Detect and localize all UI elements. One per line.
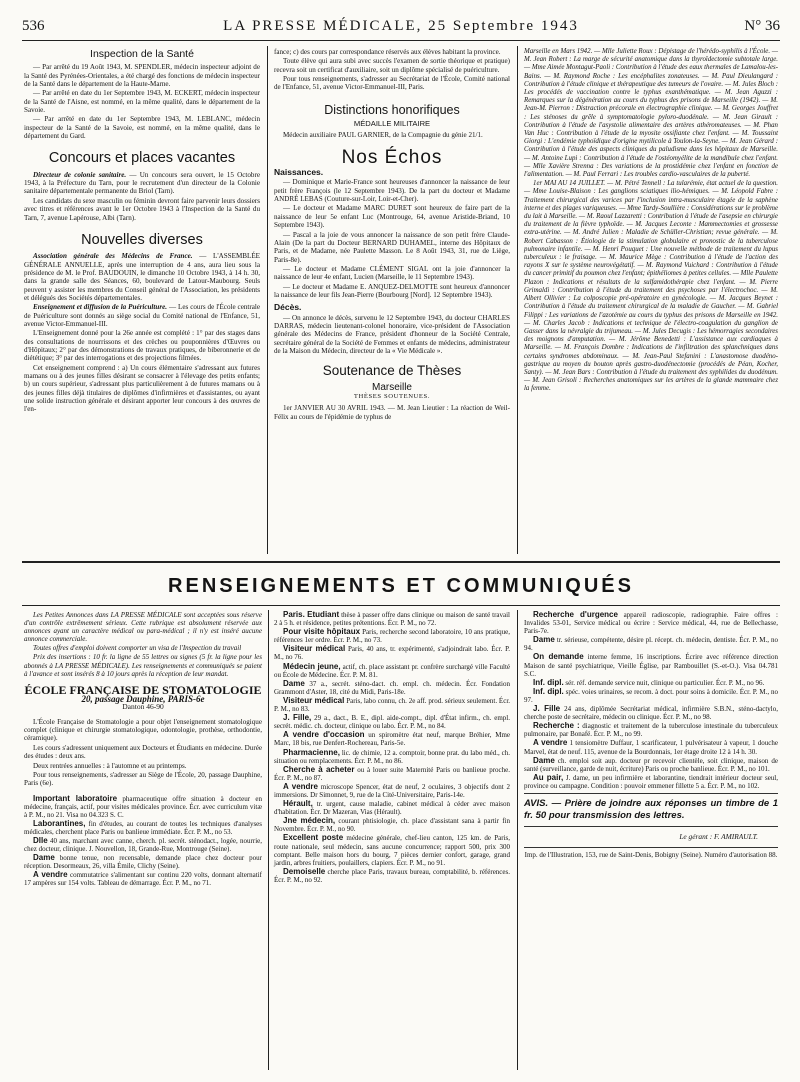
column-divider (267, 46, 268, 554)
ad-keyword: A vendre (283, 781, 318, 791)
ad-keyword: Demoiselle (283, 866, 326, 876)
assoc-lead: Association générale des Médecins de France. (33, 252, 193, 261)
section-title-soutenance: Soutenance de Thèses (322, 363, 462, 379)
communiques-banner: RENSEIGNEMENTS ET COMMUNIQUÉS (168, 575, 634, 597)
inspection-para: — Par arrêté en date du 1er Septembre 1943, M. ECKERT, médecin inspecteur de la Santé de l'Aisne, est nommé, en la même qualité, dans le département de la Savoie. (24, 89, 260, 115)
inspection-para: — Par arrêté en date du 1er Septembre 1943, M. LEBLANC, médecin inspecteur de la Santé de la Savoie, est nommé, en la même qualité, dans le département du Gard. (24, 115, 260, 141)
ad-keyword: Jne médecin, (283, 816, 336, 826)
ad-text: J. dame, un peu infirmière et laborantine, tiendrait intérieur docteur seul, province ou campagne. Condition : pouvoir emmener fillette 5 a. Écr. P. M., no 102. (524, 773, 779, 790)
classified-ad (274, 697, 510, 713)
avis-notice: AVIS. — Prière de joindre aux réponses un timbre de 1 fr. 50 pour transmission des lettres. (524, 797, 778, 821)
thesis-list: Marseille en Mars 1942. — Mlle Juliette Roux : Dépistage de l'hérédo-syphilis à l'École. — M. Jean Robert : La marge de sécurité anatomique dans la thyroïdectomie subtotale large. — Mme Aimée Montagut-Paoli : Contribution à l'étude des eaux thermales de Lamalou-les-Bains. — M. Raymond Roche : Les encéphalites zonateuses. — M. Paul Dieulangard : Contribution à l'étude clinique et thérapeutique des tumeurs de l'ovaire. — M. Jules Bloch : Les procédés de vaccination contre le typhus exanthématique. — M. Jean Aguzzi : Remarques sur la dégénération au cours du typhus des prisons de Marseille (1942). — M. Jean-M. Pierron : Distraction précorale en électrographie clinique. — M. Georges Jouffret : Les sténoses du grêle à symptomatologie pyloro-duodénale. — M. Jean Girault : Contribution à l'étude de l'asystolie alimentaire des artères athéromateuses. — M. Phan Van Huc : Contribution à l'étude de la myosite ossifiante chez l'enfant. — M. Toussaint Giorgi : L'endémie typhoïdique d'origine mytilicole à Toulon-la-Seyne. — M. Jean Gérard : Contribution à l'étude des aspects cliniques du paludisme dans les hôpitaux de Marseille. — M. Antoine Lupi : Contribution à l'étude de l'ostéomyélite de la mandibule chez l'enfant. — Mlle Xavière Strenna : Des variations de la prostidémie chez l'enfant en fonction de l'alimentation. — M. Paul Ferrari : Les troubles cardio-vasculaires de la puberté. (524, 48, 778, 179)
ad-text: lic. de chimie, 12 a. comptoir, bonne prat. du labo méd., ch. situation ou remplacements. Écr. P. M., no 86. (274, 748, 511, 765)
classified-ad (274, 766, 510, 782)
imprint-rule (524, 847, 778, 848)
ad-keyword: On demande (533, 652, 584, 662)
pueri-para: L'Enseignement donné pour la 26e année est complété : 1° par des stages dans des consultations de nourrissons et des crèches ou pouponnières d'Œuvres ou d'Hôpitaux; 2° par des démonstrations de travaux pratiques, de biberonnerie et de diététique; 3° par des interrogations et des projections filmées. (24, 329, 260, 363)
ad-keyword: Pharmacienne, (283, 747, 340, 757)
classified-ad (524, 688, 778, 704)
pueri-cont: Pour tous renseignements, s'adresser au Secrétariat de l'École, Comité national de l'Enfance, 51, avenue Victor-Emmanuel-III, Paris. (274, 75, 510, 92)
ad-keyword: Dame (33, 853, 55, 863)
ad-text: Paris, 40 ans, tr. expérimenté, s'adjoindrait labo. Écr. P. M., no 76. (274, 645, 510, 662)
ad-keyword: Pour visite hôpitaux (283, 627, 361, 637)
ad-keyword: Dame (533, 755, 555, 765)
classified-ad (24, 837, 262, 853)
classified-ad (24, 795, 262, 819)
medaille-text: Médecin auxiliaire PAUL GARNIER, de la Compagnie du génie 21/1. (283, 131, 483, 140)
ad-text: diagnostic et traitement de la tuberculose intestinale du tuberculeux pulmonaire, par Bonafé. Écr. P. M., no 99. (524, 722, 779, 739)
naissance-para: — Pascal a la joie de vous annoncer la naissance de son petit frère Claude-Alain (De la part du Docteur BERNARD DUHAMEL, interne des Hôpitaux de Paris, et de Madame, née Paulette Masson. Le 8 Août 1943, 31, rue de Liège, Paris-8e). (274, 230, 510, 264)
ads-column-1 (24, 611, 262, 889)
medaille-heading: MÉDAILLE MILITAIRE (353, 119, 431, 129)
classified-ad (274, 834, 510, 866)
school-text: Deux rentrées annuelles : à l'automne et au printemps. (33, 761, 187, 770)
ads-intro: Toutes offres d'emploi doivent comporter un visa de l'Inspection du travail (33, 644, 242, 653)
classified-ad (274, 868, 510, 884)
pueri-cont: Toute élève qui aura subi avec succès l'examen de sortie théorique et pratique) recevra soit un certificat d'auxiliaire, soit un diplôme spécialisé de puériculture. (274, 57, 510, 74)
ads-column-2 (274, 611, 510, 885)
ad-text: spéc. voies urinaires, se recom. à doct. pour soins à domicile. Écr. P. M., no 97. (524, 687, 778, 704)
ad-keyword: Médecin jeune, (283, 661, 341, 671)
ad-keyword: A vendre (533, 738, 568, 748)
school-text: L'École Française de Stomatologie a pour objet l'enseignement stomatologique complet (clinique et chirurgie stomatologique, odontologie, prothèse, orthodontie, céramique). (24, 717, 262, 743)
page-header (22, 16, 780, 38)
classified-ad (274, 663, 510, 679)
ad-text: fin d'études, au courant de toutes les techniques d'analyses médicales, cherchent place Paris ou banlieue immédiate. Écr. P. M., no 53. (24, 819, 263, 836)
classified-ad (524, 679, 778, 687)
ad-text: thèse à passer offre dans clinique ou maison de santé travail 2 à 5 h. et résidence, petites prétentions. Écr. P. M., no 72. (274, 611, 511, 628)
ad-keyword: Paris. Etudiant (283, 610, 340, 619)
naissance-para: — Le docteur et Madame MARC DURET sont heureux de faire part de la naissance de leur 5e enfant Luc (Montrouge, 64, avenue Aristide-Briand, 10 Septembre 1943). (274, 204, 510, 230)
ad-text: bonne tenue, non recensable, demande place chez docteur pour réception. Desormeaux, 26, villa Émile, Clichy (Seine). (24, 854, 262, 871)
ads-intro: Les Petites Annonces dans LA PRESSE MÉDICALE sont acceptées sous réserve d'un contrôle extrêmement sérieux. Cette rubrique est absolument réservée aux annonces ayant un caractère médical ou para-médical ; il n'y est inséré aucune annonce commerciale. (24, 611, 262, 644)
column-2 (274, 48, 510, 422)
ad-text: courant phtisiologie, ch. place d'assistant sana à partir fin Novembre. Écr. P. M., no 90. (274, 817, 510, 834)
ad-keyword: Recherche : (533, 721, 580, 731)
ad-text: 24 ans, diplômée Secrétariat médical, infirmière S.B.N., sténo-dactylo, cherche poste de secrétaire, médecin ou clinique. Écr. P. M., no 98. (524, 705, 779, 722)
ad-text: tr. urgent, cause maladie, cabinet médical à céder avec maison d'habitation. Écr. Dr Mazeran, Vias (Hérault). (274, 800, 511, 817)
section-title-inspection: Inspection de la Santé (90, 48, 194, 60)
naissance-para: — Dominique et Marie-France sont heureuses d'annoncer la naissance de leur petit frère François (le 12 Septembre 1943). De la part du docteur et Madame ANDRÉ LEBAS (Couture-sur-Loir, Loir-et-Cher). (274, 178, 510, 204)
school-text: Les cours s'adressent uniquement aux Docteurs et Étudiants en médecine. Durée des études : deux ans. (24, 743, 262, 761)
ad-keyword: A vendre (33, 870, 68, 880)
column-divider (268, 610, 269, 1070)
ad-keyword: Inf. dipl. (533, 677, 564, 687)
ad-text: ou à louer suite Maternité Paris ou banlieue proche. Écr. P. M., no 87. (274, 765, 510, 782)
ad-keyword: Dame (533, 635, 555, 645)
ad-text: microscope Spencer, état de neuf, 2 oculaires, 3 objectifs dont 2 immersions. Dr Simonnet, 9, rue de la Cité-Universitaire, Paris-14e. (274, 782, 510, 799)
classified-ad (524, 653, 778, 677)
section-title-distinctions: Distinctions honorifiques (324, 102, 460, 117)
banner-rule (22, 605, 780, 606)
ads-intro: Prix des insertions : 10 fr. la ligne de 55 lettres ou signes (5 fr. la ligne pour les abonnés à LA PRESSE MÉDICALE). Les renseignements et communiqués se paient à l'avance et sont insérés 8 à 10 jours après la réception de leur mandat. (24, 653, 262, 678)
ad-keyword: A vendre d'occasion (283, 730, 365, 740)
column-divider (517, 46, 518, 554)
section-title-echos: Nos Échos (341, 146, 443, 168)
pueri-lead: Enseignement et diffusion de la Puériculture. (33, 303, 168, 312)
classified-ad (524, 739, 778, 755)
classified-ad (524, 636, 778, 652)
classified-ad (274, 800, 510, 816)
section-title-nouvelles: Nouvelles diverses (81, 231, 203, 248)
section-title-concours: Concours et places vacantes (48, 150, 236, 167)
ad-text: Paris, recherche second laboratoire, 10 ans pratique, références 1er ordre. Écr. P. M., no 73. (274, 628, 510, 645)
deces-para: — On annonce le décès, survenu le 12 Septembre 1943, du docteur CHARLES DARRAS, médecin lieutenant-colonel honoraire, vice-président de l'Association générale des Médecins de France, président d'honneur de la Société Centrale, secrétaire général de la Société de Femmes et enfants de médecins, administrateur de la Maison du Médecin, directeur de la « Vie Médicale ». (274, 313, 510, 355)
classified-ad (274, 628, 510, 644)
classified-ad (274, 817, 510, 833)
header-rule (22, 40, 780, 41)
classified-ad (274, 783, 510, 799)
classified-ad (524, 757, 778, 773)
soutenance-text: 1er JANVIER AU 30 AVRIL 1943. — M. Jean Lieutier : La réaction de Weil-Félix au cours de l'épidémie de typhus de (274, 404, 510, 421)
ad-keyword: J. Fille (533, 704, 561, 714)
ad-text: 29 a., dact., B. E., dipl. aide-compt., dipl. d'État infirm., ch. empl. secrét. médic. ch. docteur, clinique ou labo. Écr. P. M., no 84. (274, 714, 511, 731)
school-phone: Danton 46-90 (122, 702, 164, 712)
ad-keyword: Dame (283, 678, 305, 688)
classified-ad (524, 611, 778, 635)
column-1 (24, 48, 260, 415)
ad-text: médecine générale, chef-lieu canton, 125 km. de Paris, route nationale, seul médecin, sans aucune concurrence; rapport 500, prix 300 comptant. Belle maison hors du bourg, 7 pièces dernier confort, garage, grand jardin, arbres fruitiers, poulaillers, clapiers. Écr. P. M., no 91. (274, 834, 510, 867)
ad-text: 40 ans, marchant avec canne, cherch. pl. secrét. sténodact., logée, nourrie, chez docteur, clinique. J. Nouvellon, 18, Grande-Rue, Montrouge (Seine). (24, 837, 262, 854)
classified-ad (274, 714, 510, 730)
classified-ad (274, 611, 510, 627)
ad-text: 1 tensiomètre Duffaur, 1 scarificateur, 1 pulvérisateur à vapeur, 1 douche Marvel, état de neuf. 115, avenue de la Bourdonnais, 1er étage droite 12 à 14 h. 30. (524, 739, 778, 756)
concours-para: Les candidats du sexe masculin ou féminin devront faire parvenir leurs dossiers avec titres et références avant le 1er Octobre 1943 à l'Inspection de la Santé du Tarn, 7, avenue Lapérouse, Albi (Tarn). (24, 196, 260, 222)
thesis-list: 1er MAI AU 14 JUILLET. — M. Pétré Tennell : La tularémie, état actuel de la question. — Mme Louise-Blaison : Les ganglions sciatiques ilio-hémiques. — M. Léopold Fabre : Traitement chirurgical des varices par l'inclusion intra-musculaire étagée de la saphène interne et des plages variqueuses. — Mme Tardy-Soullière : Considérations sur le problème du lait à Marseille. — M. Raoul Lazzaretti : Contribution à l'étude de l'asepsie en chirurgie du traitement de la fièvre typhoïde. — M. Jacques Leconte : Mammectomies et grossesse extra-utérine. — M. André Julien : Maladie de Schüller-Christian; revue générale. — M. Robert Cabasson : Étiologie de la stimulation globulaire et pronostic de la tuberculose pulmonaire infantile. — M. Henri Pouquet : Une nouvelle méthode de traitement du lupus tuberculeux : le fraisage. — M. Maurice Mège : Contribution à l'étude de l'action des rayons X sur le système neurovégétatif. — M. Raymond Vuichard : Contribution à l'étude du cancer primitif du poumon chez l'enfant; épithéliomes à petites cellules. — Mlle Paulette Plazon : Indications et résultats de la sulfamidothérapie chez l'enfant. — M. Pierre Grimaldi : Contribution à l'étude du traitement des psychoses par l'électrochoc. — M. Albert Ollivier : La colposcopie pré-opératoire en gynécologie. — M. Jacques Beynet : Contribution à l'étude du traitement chirurgical de la maladie de Gaucher. — M. Gabriel Filippi : Les variations de l'azotémie au cours du typhus des prisons de Marseille en 1942. — M. Charles Jacob : Indications et technique de l'électro-coagulation du ganglion de Gasser dans la névralgie du trijumeau. — M. Jules Decugis : Les hémorragies secondaires des moignons d'amputation. — M. Jérôme Benedetti : L'assistance aux cardiaques à Marseille. — M. François Dombre : Indications de l'infiltration des splanchniques dans certains syndromes abdominaux. — M. Jean-Paul Stefanini : L'anastomose duodéno-gastrique au moyen du bouton après gastro-duodénectomie (procédés de Péan, Kocher, Santy). — M. Jean Bars : Contribution à l'étude du traitement des syphilides du duodénum. — M. Jean Grisoli : Recherches anatomiques sur les artères de la glande mammaire chez la femme. (524, 180, 778, 393)
ad-keyword: Cherche à acheter (283, 764, 355, 774)
ad-keyword: Dlle (33, 836, 48, 845)
avis-rule-top (524, 793, 778, 794)
classified-ad (524, 722, 778, 738)
soutenance-city: Marseille (371, 381, 412, 393)
classified-ad (274, 645, 510, 661)
deces-label: Décès. (274, 302, 302, 313)
ads-column-3 (524, 611, 778, 860)
classified-ad (524, 774, 778, 790)
concours-text: — Un concours sera ouvert, le 15 Octobre 1943, à la Préfecture du Tarn, pour le recrutement d'un directeur de la Colonie sanitaire départementale permanente du Briol (Tarn). (24, 170, 260, 196)
naissances-label: Naissances. (274, 167, 324, 178)
issue-number: N° 36 (744, 18, 780, 34)
classified-ad (524, 705, 778, 721)
school-address: 20, passage Dauphine, PARIS-6e (81, 694, 205, 705)
concours-lead: Directeur de colonie sanitaire. (33, 170, 127, 179)
classified-ad (24, 820, 262, 836)
page-number: 536 (22, 18, 45, 34)
classified-ad (274, 680, 510, 696)
ad-keyword: Au pair, (533, 772, 564, 782)
classified-ad (24, 854, 262, 870)
school-text: Pour tous renseignements, s'adresser au Siège de l'École, 20, passage Dauphine, Paris (6e). (24, 770, 262, 788)
pueri-text: — Les cours de l'École centrale de Puériculture sont donnés au siège social du Comité national de l'Enfance, 51, avenue Victor-Emmanuel-III. (24, 303, 261, 328)
ad-text: interne femme, 16 inscriptions. Écrire avec référence direction Maison de santé psychiatrique, Vieille Église, par Rambouillet (S.-et-O.). Visa 04.781 S.C. (524, 653, 778, 678)
ad-keyword: Visiteur médical (283, 695, 345, 705)
classified-ad (274, 749, 510, 765)
naissance-para: — Le docteur et Madame E. ANQUEZ-DELMOTTE sont heureux d'annoncer la naissance de leur fils Jean-Pierre (Bourbourg [Nord]. 12 Septembre 1943). (274, 282, 510, 299)
inspection-para: — Par arrêté du 19 Août 1943, M. SPENDLER, médecin inspecteur adjoint de la Santé des Pyrénées-Orientales, a été chargé des fonctions de médecin inspecteur de la Santé dans le département de la Haute-Marne. (24, 63, 260, 89)
ad-keyword: Important laboratoire (33, 793, 118, 803)
ad-keyword: Visiteur médical (283, 644, 346, 654)
ad-text: ch. emploi soit aup. docteur pr recevoir clientèle, soit clinique, maison de santé (surveillance, garde de nuit, écriture) Paris ou proche banlieue. Écr. P. M., no 101. (524, 756, 779, 773)
ad-keyword: Recherche d'urgence (533, 610, 618, 619)
pueri-cont: fance; c) des cours par correspondance réservés aux élèves habitant la province. (274, 48, 501, 56)
imprint: Imp. de l'Illustration, 153, rue de Saint-Denis, Bobigny (Seine). Numéro d'autorisation 88. (524, 851, 778, 860)
ad-text: sér. réf. demande service nuit, clinique ou particulier. Écr. P. M., no 96. (565, 678, 765, 687)
classified-ad (24, 871, 262, 887)
ad-text: 37 a., secrét. sténo-dact. ch. empl. ch. médecin. Écr. Fondation Grammont d'Aster, 18, cité du Midi, Paris-18e. (274, 679, 510, 696)
ad-text: pharmaceutique offre situation à docteur en médecine, français, actif, pour visites médicales province. Écr. avec curriculum vitæ à P. M., no 21. Visa no 04.323 S. C. (24, 794, 262, 819)
ad-text: un spiromètre état neuf, marque Bréhier, Mme Marc, 18 bis, rue Denfert-Rochereau, Paris-5e. (274, 731, 511, 748)
ad-text: Paris, labo connu, ch. 2e aff. prod. sérieux seulement. Écr. P. M., no 83. (274, 696, 511, 714)
avis-rule-bottom (524, 826, 778, 827)
ad-keyword: J. Fille, (283, 713, 312, 723)
gerant: Le gérant : F. AMIRAULT. (679, 831, 758, 841)
column-3 (524, 48, 778, 395)
naissance-para: — Le docteur et Madame CLÉMENT SIGAL ont la joie d'annoncer la naissance de leur 4e enfant, Lucien (Marseille, le 11 Septembre 1943). (274, 264, 510, 282)
classified-ad (274, 731, 510, 747)
ad-text: appareil radioscopie, radiographie. Faire offres : Invalides 53-01, Service médical ou écrire : Service médical, 44, rue de Bellechasse, Paris-7e. (524, 611, 778, 636)
assoc-text: — L'ASSEMBLÉE GÉNÉRALE ANNUELLE, après une interruption de 4 ans, aura lieu sous la présidence de M. le Prof. BAUDOUIN, le dimanche 10 Octobre 1943, à 14 h. 30, dans la grande salle des Séances, 60, boulevard de Latour-Maubourg. Seuls peuvent y assister les membres du Conseil général de l'Association, les présidents et délégués des Sociétés départementales. (24, 252, 260, 302)
pueri-para: Cet enseignement comprend : a) Un cours élémentaire s'adressant aux futures mamans ou à des jeunes filles désirant se consacrer à l'élevage des petits enfants; b) un cours supérieur, s'adressant plus particulièrement à de futures mamans ou à des jeunes filles déjà titulaires de diplômes d'infirmières et d'assistantes, ou ayant une solide instruction générale et désirant apporter leur concours à des œuvres de l'en- (24, 363, 260, 414)
ad-keyword: Hérault, (283, 799, 313, 809)
ad-text: cherche place Paris, travaux bureau, comptabilité, b. références. Écr. P. M., no 92. (274, 867, 510, 884)
school-title: ÉCOLE FRANÇAISE DE STOMATOLOGIE (24, 682, 262, 697)
ad-text: commutatrice s'alimentant sur continu 220 volts, donnant alternatif 17 ampères sur 154 volts. Tableau de démarrage. Écr. P. M., no 71. (24, 871, 263, 888)
section-rule (22, 561, 780, 563)
soutenance-sub: THÈSES SOUTENUES. (353, 393, 431, 400)
ad-text: tr. sérieuse, compétente, désire pl. récept. ch. médecin, dentiste. Écr. P. M., no 94. (524, 636, 779, 653)
ad-text: actif, ch. place assistant pr. confrère surchargé ville Faculté ou École de Médecine. Écr. P. M. 81. (274, 662, 510, 679)
journal-title: LA PRESSE MÉDICALE, 25 Septembre 1943 (223, 18, 579, 34)
ad-keyword: Inf. dipl. (533, 686, 564, 696)
ad-keyword: Excellent poste (283, 833, 344, 843)
ad-keyword: Laborantines, (33, 818, 86, 828)
column-divider (517, 610, 518, 1070)
